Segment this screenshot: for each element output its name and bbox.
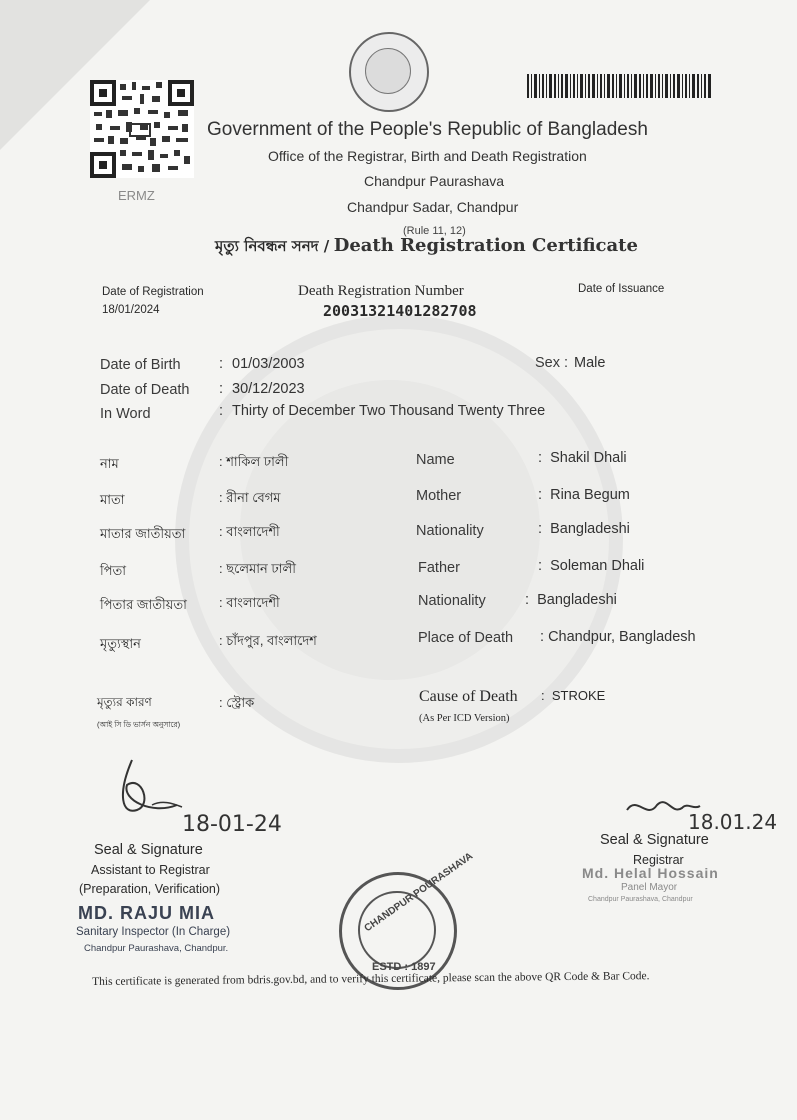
dod-label: Date of Death: [100, 382, 190, 398]
dod-colon: :: [219, 381, 224, 397]
row-father-nationality-en-value: : Bangladeshi: [525, 592, 617, 608]
row-father-en-value: : Soleman Dhali: [538, 558, 645, 574]
sex-value: Male: [574, 355, 606, 371]
row-mother-nationality-bn-value: : বাংলাদেশী: [219, 524, 280, 539]
registration-date-value: 18/01/2024: [102, 304, 160, 316]
row-father-nationality-bn-label: পিতার জাতীয়তা: [100, 597, 187, 612]
right-seal-label: Seal & Signature: [600, 832, 709, 848]
row-mother-bn-value: : রীনা বেগম: [219, 490, 281, 505]
district-name: Chandpur Sadar, Chandpur: [347, 199, 519, 215]
row-mother-nationality-en-label: Nationality: [416, 523, 484, 539]
right-handwritten-date: 18.01.24: [688, 810, 778, 834]
cause-en-label: Cause of Death: [419, 688, 518, 705]
right-officer-name: Md. Helal Hossain: [582, 865, 719, 881]
office-title: Office of the Registrar, Birth and Death Registration: [268, 148, 587, 164]
issuance-date-label: Date of Issuance: [578, 283, 665, 295]
cause-bn-value: : স্ট্রোক: [219, 695, 255, 710]
row-father-nationality-bn-value: : বাংলাদেশী: [219, 595, 280, 610]
inword-value: Thirty of December Two Thousand Twenty Three: [232, 403, 546, 419]
inword-label: In Word: [100, 406, 151, 422]
cause-en-note: (As Per ICD Version): [419, 713, 510, 724]
dob-colon: :: [219, 356, 224, 372]
inword-colon: :: [219, 403, 224, 419]
dob-label: Date of Birth: [100, 357, 181, 373]
right-officer-title: Panel Mayor: [621, 882, 678, 893]
row-father-bn-label: পিতা: [100, 563, 127, 578]
footer-note: This certificate is generated from bdris.gov.bd, and to verify this certificate, please scan the above QR Code & Bar Code.: [92, 970, 650, 988]
row-mother-nationality-en-value: : Bangladeshi: [538, 521, 630, 537]
registration-number-label: Death Registration Number: [298, 283, 464, 299]
row-father-en-label: Father: [418, 560, 460, 576]
government-seal-icon: [349, 32, 429, 112]
city-name: Chandpur Paurashava: [364, 173, 505, 189]
title-english: Death Registration Certificate: [333, 235, 638, 256]
right-officer-office: Chandpur Paurashava, Chandpur: [588, 896, 693, 903]
left-seal-label: Seal & Signature: [94, 842, 203, 858]
row-mother-en-label: Mother: [416, 488, 462, 504]
dob-value: 01/03/2003: [232, 356, 305, 372]
cause-en-value: : STROKE: [541, 688, 606, 703]
registration-number-value: 20031321401282708: [323, 302, 477, 320]
row-name-bn-value: : শাকিল ঢালী: [219, 454, 289, 469]
cause-bn-label: মৃত্যুর কারণ: [97, 695, 152, 709]
left-officer-name: MD. RAJU MIA: [78, 903, 215, 923]
stamp-top-text: CHANDPUR POURASHAVA: [362, 850, 476, 935]
row-name-en-label: Name: [416, 452, 455, 468]
left-officer-title: Sanitary Inspector (In Charge): [76, 926, 231, 938]
sex-label: Sex :: [535, 355, 569, 371]
stamp-bottom-text: ESTD : 1897: [372, 961, 436, 973]
government-title: Government of the People's Republic of Bangladesh: [207, 119, 648, 140]
row-place-en-label: Place of Death: [418, 630, 514, 646]
certificate-title: [215, 235, 638, 260]
qr-code-icon: [90, 80, 194, 178]
row-father-bn-value: : ছলেমান ঢালী: [219, 561, 296, 576]
row-father-nationality-en-label: Nationality: [418, 593, 486, 609]
row-place-bn-value: : চাঁদপুর, বাংলাদেশ: [219, 633, 317, 648]
left-officer-office: Chandpur Paurashava, Chandpur.: [84, 943, 229, 954]
row-place-en-value: : Chandpur, Bangladesh: [540, 629, 696, 645]
rule-text: (Rule 11, 12): [403, 225, 466, 237]
barcode-icon: [527, 74, 711, 98]
row-name-en-value: : Shakil Dhali: [538, 450, 627, 466]
cause-bn-note: (আই সি ডি ভার্সন অনুসারে): [97, 720, 181, 729]
left-role-detail: (Preparation, Verification): [79, 882, 221, 896]
right-role: Registrar: [633, 853, 684, 867]
row-name-bn-label: নাম: [100, 456, 119, 471]
left-handwritten-date: 18-01-24: [182, 812, 282, 837]
left-role: Assistant to Registrar: [91, 863, 210, 877]
row-mother-nationality-bn-label: মাতার জাতীয়তা: [100, 526, 186, 541]
ermz-label: ERMZ: [118, 188, 155, 203]
registration-date-label: Date of Registration: [102, 286, 204, 298]
row-mother-bn-label: মাতা: [100, 492, 125, 507]
row-mother-en-value: : Rina Begum: [538, 487, 630, 503]
title-bangla: মৃত্যু নিবন্ধন সনদ /: [215, 237, 330, 255]
dod-value: 30/12/2023: [232, 381, 305, 397]
row-place-bn-label: মৃত্যুস্থান: [100, 636, 141, 651]
